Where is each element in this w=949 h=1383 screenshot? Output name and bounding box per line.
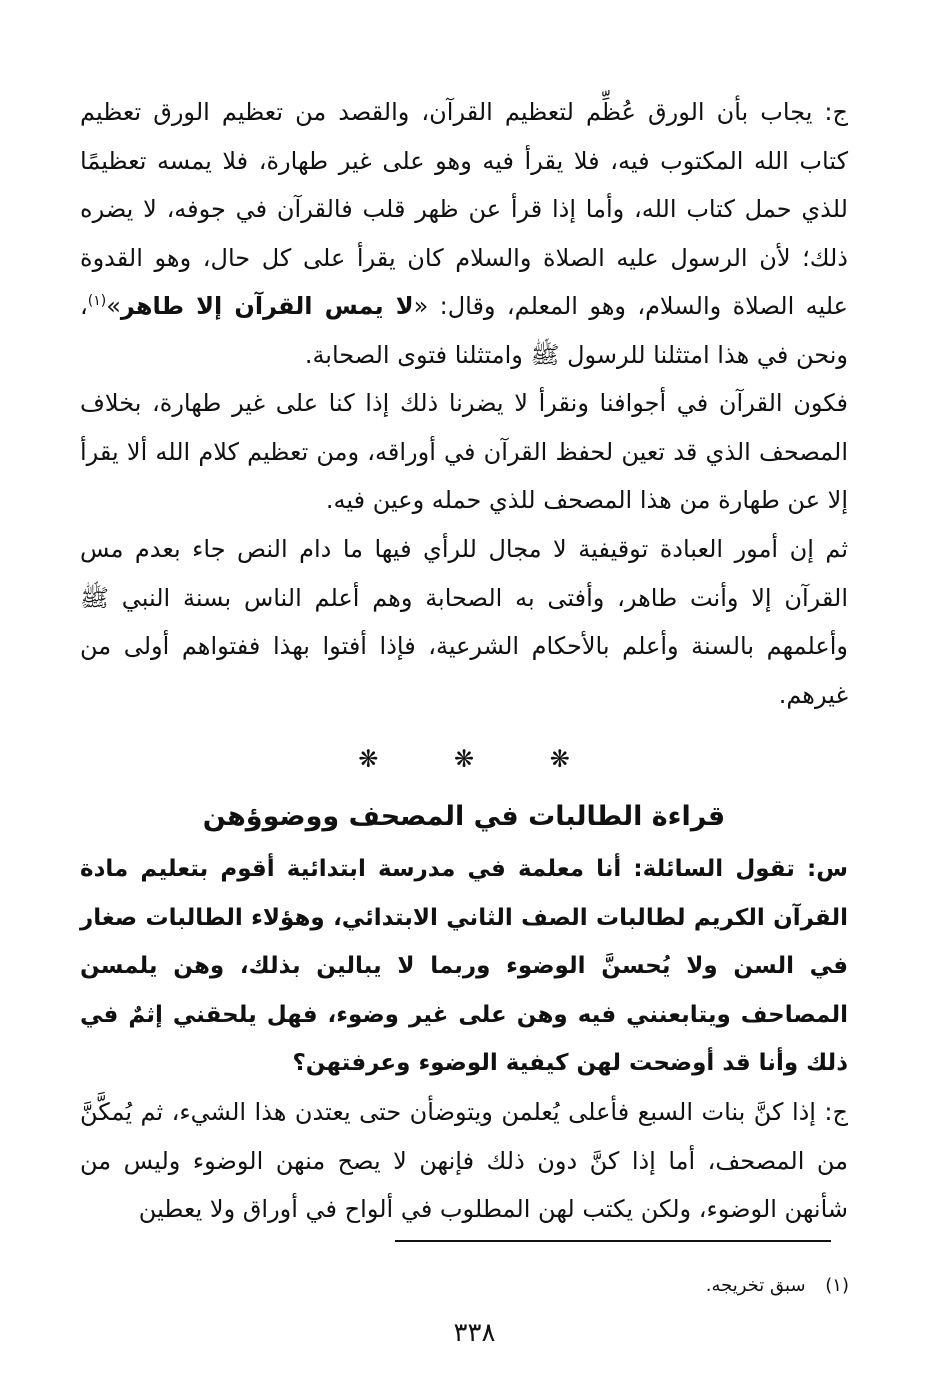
hadith-quote: لا يمس القرآن إلا طاهر — [120, 292, 414, 320]
question-paragraph: س: تقول السائلة: أنا معلمة في مدرسة ابتدائية أقوم بتعليم مادة القرآن الكريم لطالبات الصف الثاني الابتدائي، وهؤلاء الطالبات صغار في السن ولا يُحسنَّ الوضوء وربما لا يبالين بذلك، وهن يلمسن المصاحف ويتابعنني فيه وهن على غير وضوء، فهل يلحقني إثمٌ في ذلك وأنا قد أوضحت لهن كيفية الوضوء وعرفتهن؟ — [80, 856, 848, 1076]
quote-close: » — [106, 292, 121, 320]
page-body — [80, 88, 848, 1238]
section-separator — [80, 745, 848, 785]
paragraph-1-start: ج: يجاب بأن الورق عُظِّم لتعظيم القرآن، والقصد من تعظيم الورق تعظيم كتاب الله المكتوب فيه، فلا يقرأ فيه وهو على غير طهارة، فلا يمسه تعظيمًا للذي حمل كتاب الله، وأما إذا قرأ عن ظهر قلب فالقرآن في جوفه، لا يضره ذلك؛ لأن الرسول عليه الصلاة والسلام كان يقرأ على كل حال، وهو القدوة عليه الصلاة والسلام، وهو المعلم، وقال: « — [80, 98, 848, 320]
paragraph-3: ثم إن أمور العبادة توقيفية لا مجال للرأي فيها ما دام النص جاء بعدم مس القرآن إلا وأنت طاهر، وأفتى به الصحابة وهم أعلم الناس بسنة النبي ﷺ وأعلمهم بالسنة وأعلم بالأحكام الشرعية، فإذا أفتوا بهذا ففتواهم أولى من غيرهم. — [80, 535, 848, 709]
footnote — [349, 1275, 849, 1296]
footnote-number: (١) — [825, 1275, 849, 1296]
footnote-divider — [395, 1240, 831, 1242]
paragraph-2: فكون القرآن في أجوافنا ونقرأ لا يضرنا ذلك إذا كنا على غير طهارة، بخلاف المصحف الذي قد تعين لحفظ القرآن في أوراقه، ومن تعظيم كلام الله ألا يقرأ إلا عن طهارة من هذا المصحف للذي حمله وعين فيه. — [80, 389, 848, 514]
asterism-star-icon: ❋ — [549, 745, 570, 773]
paragraph-answer-1 — [80, 88, 848, 379]
asterism-star-icon: ❋ — [453, 745, 475, 773]
footnote-text: سبق تخريجه. — [705, 1275, 806, 1296]
section-heading: قراءة الطالبات في المصحف ووضوؤهن — [202, 801, 726, 832]
answer-paragraph: ج: إذا كنَّ بنات السبع فأعلى يُعلمن ويتوضأن حتى يعتدن هذا الشيء، ثم يُمكَّنَّ من المصحف، أما إذا كنَّ دون ذلك فإنهن لا يصح منهن الوضوء وليس من شأنهن الوضوء، ولكن يكتب لهن المطلوب في ألواح في أوراق ولا يعطين — [80, 1098, 848, 1223]
footnote-reference[interactable]: (١) — [87, 293, 107, 309]
page-number: ٣٣٨ — [453, 1318, 496, 1348]
asterism-star-icon: ❋ — [358, 745, 379, 773]
paragraph-1-end: ، ونحن في هذا امتثلنا للرسول ﷺ وامتثلنا فتوى الصحابة. — [80, 292, 848, 369]
